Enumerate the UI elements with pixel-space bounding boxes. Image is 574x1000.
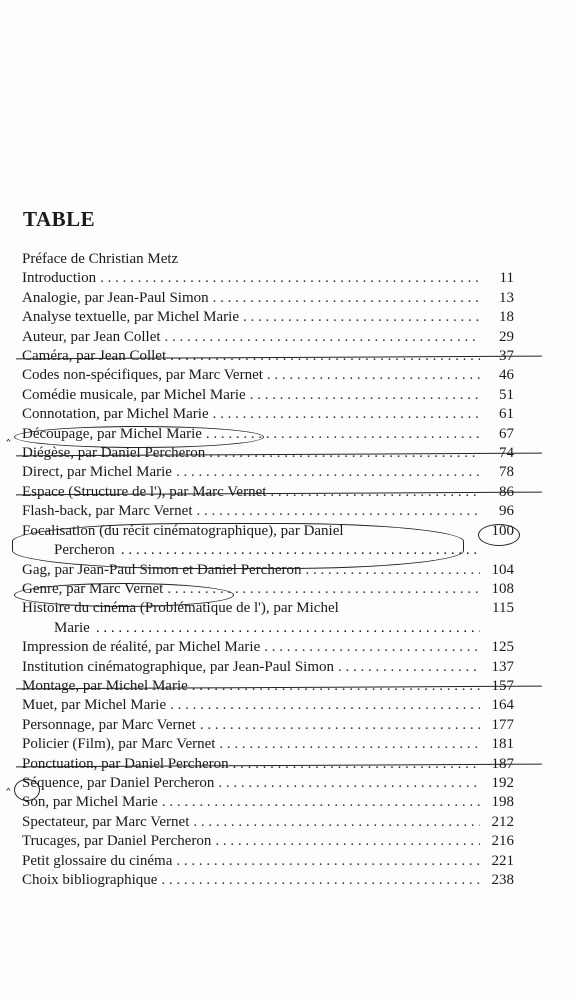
page-heading: TABLE [23,207,96,231]
leader-dots [121,541,480,560]
toc-entry-analyse-textuelle [22,308,514,327]
toc-entry-institution [22,658,514,677]
toc-entry-page: 29 [499,328,514,345]
toc-entry-title: Choix bibliographique [22,872,158,888]
toc-entry-title: Analogie, par Jean-Paul Simon [22,289,209,306]
leader-dots [192,677,480,696]
toc-entry-page: 212 [491,813,514,830]
toc-entry-title: Direct, par Michel Marie [22,464,172,481]
toc-entry-title: Impression de réalité, par Michel Marie [22,639,261,656]
toc-entry-spectateur [22,813,514,832]
leader-dots [270,483,480,502]
toc-entry-title: Gag, par Jean-Paul Simon et Daniel Percheron [22,561,302,578]
toc-entry-page: 115 [492,600,514,617]
toc-entry-page: 157 [491,677,514,694]
toc-entry-title: Introduction [22,270,97,287]
toc-entry-title: Petit glossaire du cinéma [22,852,173,869]
toc-entry-page: 67 [499,425,514,442]
toc-entry-title: Trucages, par Daniel Percheron [22,833,212,850]
leader-dots [243,308,480,327]
toc-entry-histoire [22,599,514,638]
toc-entry-page: 164 [491,697,514,714]
leader-dots [213,405,480,424]
toc-entry-title: Focalisation (du récit cinématographique), par Daniel [22,522,344,539]
leader-dots [219,735,480,754]
toc-entry-title: Genre, par Marc Vernet [22,580,164,597]
toc-entry-page: 74 [499,445,514,462]
toc-entry-title: Séquence, par Daniel Percheron [22,774,215,791]
toc-entry-preface [22,250,514,269]
leader-dots [218,774,480,793]
toc-entry-title: Diégèse, par Daniel Percheron [22,445,206,462]
leader-dots [338,658,480,677]
toc-entry-page: 216 [491,833,514,850]
toc-entry-son [22,793,514,812]
toc-entry-trucages [22,832,514,851]
toc-entry-title: Personnage, par Marc Vernet [22,716,196,733]
toc-entry-codes [22,366,514,385]
leader-dots [206,425,480,444]
toc-entry-impression [22,638,514,657]
toc-entry-page: 108 [491,580,514,597]
toc-entry-page: 187 [491,755,514,772]
leader-dots [193,813,480,832]
toc-entry-title: Analyse textuelle, par Michel Marie [22,309,240,326]
leader-dots [100,269,480,288]
toc-entry-title: Ponctuation, par Daniel Percheron [22,755,229,772]
toc-entry-decoupage [6,425,514,444]
leader-dots [213,289,480,308]
leader-dots [215,832,480,851]
toc-entry-page: 125 [491,639,514,656]
toc-entry-title: Montage, par Michel Marie [22,677,188,694]
toc-entry-bibliographie [22,871,514,890]
toc-entry-direct [22,463,514,482]
toc-entry-page: 78 [499,464,514,481]
toc-entry-page: 86 [499,483,514,500]
leader-dots [267,366,480,385]
toc-entry-auteur [22,328,514,347]
toc-entry-page: 238 [491,872,514,888]
leader-dots [264,638,480,657]
toc-entry-page: 37 [499,348,514,365]
toc-entry-comedie-musicale [22,386,514,405]
toc-entry-title-continued: Marie [54,619,90,636]
toc-entry-title: Codes non-spécifiques, par Marc Vernet [22,367,263,384]
toc-entry-page: 198 [491,794,514,811]
toc-entry-title: Espace (Structure de l'), par Marc Vernet [22,483,267,500]
leader-dots [162,793,480,812]
toc-entry-espace [22,483,514,502]
toc-entry-title: Son, par Michel Marie [22,794,158,811]
leader-dots [306,561,481,580]
toc-entry-diegese [22,444,514,463]
toc-entry-personnage [22,716,514,735]
toc-entry-title: Spectateur, par Marc Vernet [22,813,190,830]
toc-entry-page: 181 [491,736,514,753]
leader-dots [167,580,480,599]
table-of-contents [6,250,514,890]
leader-dots [200,716,480,735]
leader-dots [176,852,480,871]
toc-entry-title-continued: Percheron [54,542,115,559]
toc-entry-page: 13 [499,289,514,306]
toc-entry-page: 192 [491,774,514,791]
toc-entry-glossaire [22,852,514,871]
toc-entry-page: 61 [499,406,514,423]
toc-entry-muet [22,696,514,715]
leader-dots [209,444,480,463]
pencil-mark-icon: ‸ [6,775,11,791]
toc-entry-camera [22,347,514,366]
toc-entry-page: 11 [499,270,514,287]
toc-entry-title: Auteur, par Jean Collet [22,328,161,345]
toc-entry-page: 221 [491,852,514,869]
toc-entry-page: 177 [491,716,514,733]
toc-entry-title: Caméra, par Jean Collet [22,348,167,365]
leader-dots [96,619,480,638]
toc-entry-title: Histoire du cinéma (Problématique de l'), par Michel [22,600,339,617]
toc-entry-title: Policier (Film), par Marc Vernet [22,736,216,753]
toc-entry-title: Comédie musicale, par Michel Marie [22,386,246,403]
toc-entry-page: 104 [491,561,514,578]
toc-entry-montage [22,677,514,696]
toc-entry-page: 96 [499,503,514,520]
toc-entry-focalisation [22,522,514,561]
toc-entry-page: 51 [499,386,514,403]
leader-dots [170,347,480,366]
toc-entry-page: 100 [491,522,514,539]
leader-dots [170,696,480,715]
toc-entry-title: Muet, par Michel Marie [22,697,167,714]
toc-entry-title: Connotation, par Michel Marie [22,406,209,423]
toc-entry-gag [22,561,514,580]
leader-dots [165,328,480,347]
toc-entry-title: Découpage, par Michel Marie [22,425,202,442]
toc-entry-page: 46 [499,367,514,384]
toc-entry-policier [22,735,514,754]
toc-entry-flash-back [22,502,514,521]
pencil-mark-icon: ‸ [6,426,11,442]
leader-dots [250,386,480,405]
leader-dots [176,463,480,482]
toc-entry-connotation [22,405,514,424]
toc-entry-sequence [6,774,514,793]
toc-entry-page: 137 [491,658,514,675]
toc-entry-title: Institution cinématographique, par Jean-Paul Simon [22,658,335,675]
toc-entry-title: Flash-back, par Marc Vernet [22,503,193,520]
leader-dots [197,502,481,521]
leader-dots [233,755,480,774]
toc-entry-introduction [22,269,514,288]
toc-entry-title: Préface de Christian Metz [22,251,179,267]
toc-entry-analogie [22,289,514,308]
toc-entry-genre [22,580,514,599]
toc-entry-page: 18 [499,309,514,326]
toc-entry-ponctuation [22,755,514,774]
leader-dots [161,871,480,890]
